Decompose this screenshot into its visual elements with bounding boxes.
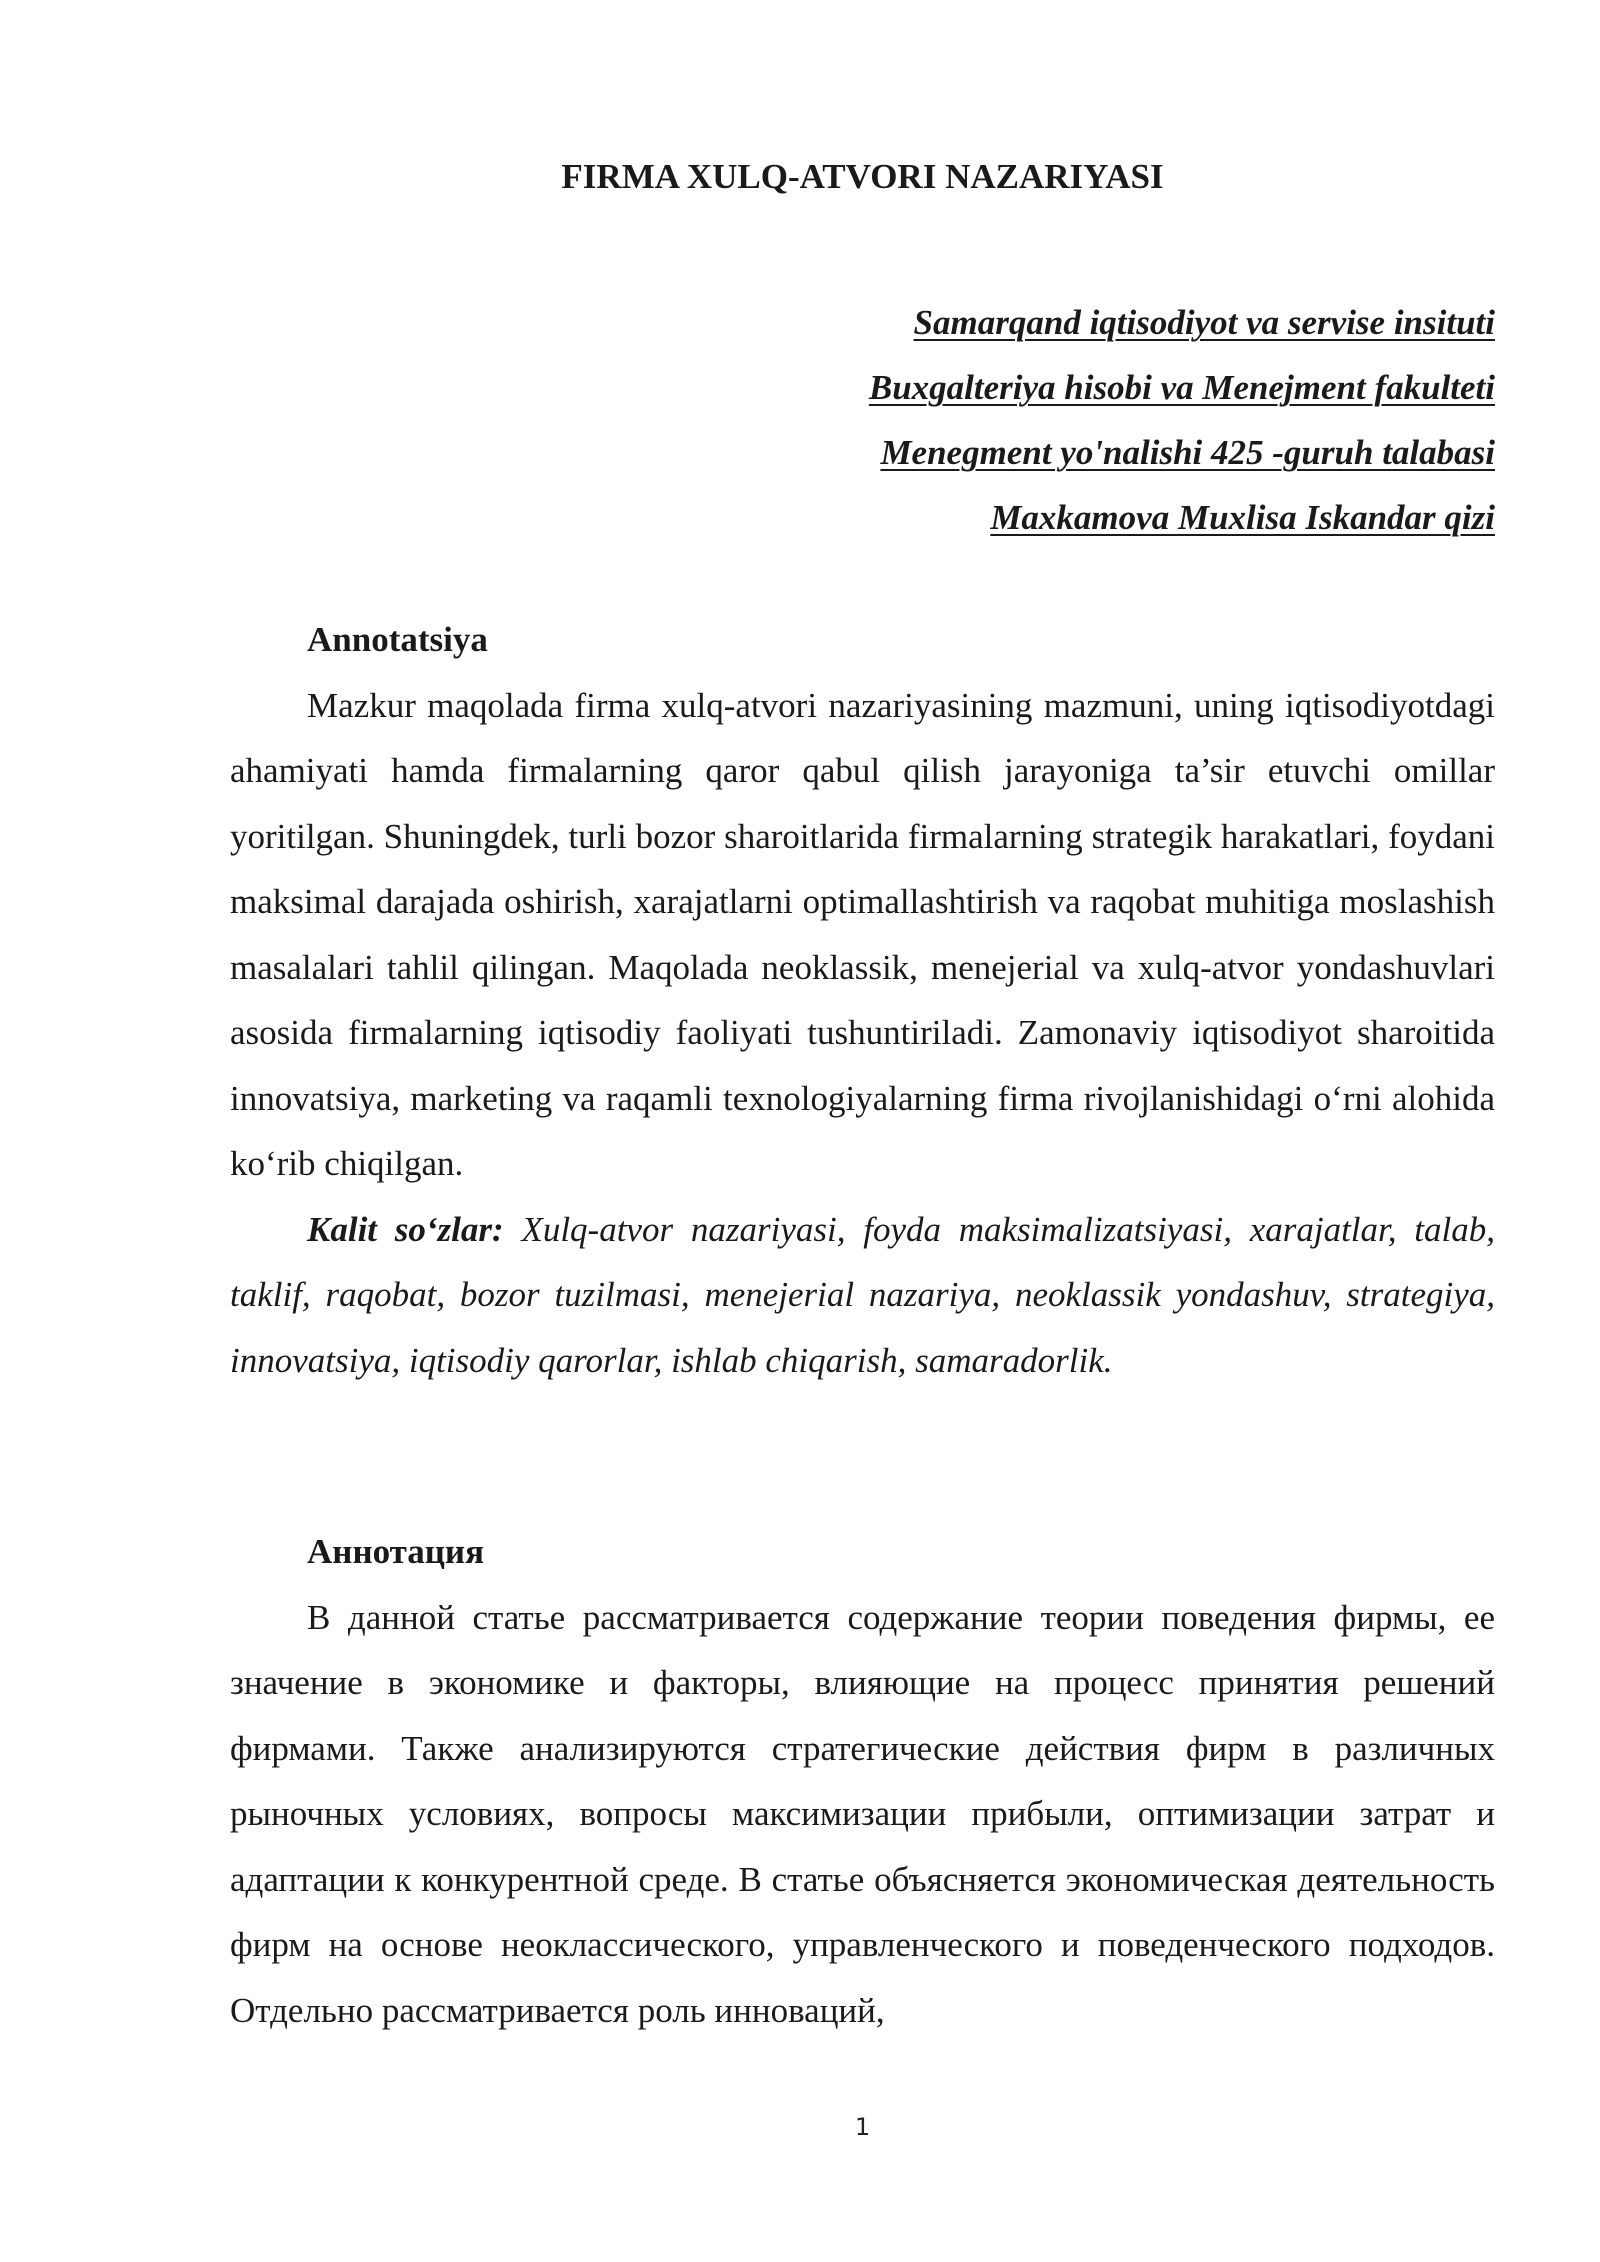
page-number: 1 (854, 2113, 871, 2141)
keywords-paragraph (230, 1197, 1495, 1394)
abstract-ru-text: В данной статье рассматривается содержание теории поведения фирмы, ее значение в экономике и факторы, влияющие на процесс принятия решений фирмами. Также анализируются стратегические действия фирм в различных рыночных условиях, вопросы максимизации прибыли, оптимизации затрат и адаптации к конкурентной среде. В статье объясняется экономическая деятельность фирм на основе неоклассического, управленческого и поведенческого подходов. Отдельно рассматривается роль инноваций, (230, 1597, 1495, 2030)
author-name: Maxkamova Muxlisa Iskandar qizi (990, 498, 1495, 537)
abstract-uz-heading: Annotatsiya (307, 620, 488, 659)
author-affiliation (230, 290, 1495, 550)
affiliation-faculty: Buxgalteriya hisobi va Menejment fakulteti (868, 368, 1495, 407)
affiliation-institute: Samarqand iqtisodiyot va servise insituti (913, 303, 1495, 342)
paper-title: FIRMA XULQ-ATVORI NAZARIYASI (561, 157, 1164, 196)
abstract-ru-section (230, 1519, 1495, 2043)
abstract-uz-text: Mazkur maqolada firma xulq-atvori nazariyasining mazmuni, uning iqtisodiyotdagi ahamiyati hamda firmalarning qaror qabul qilish jarayoniga ta’sir etuvchi omillar yoritilgan. Shuningdek, turli bozor sharoitlarida firmalarning strategik harakatlari, foydani maksimal darajada oshirish, xarajatlarni optimallashtirish va raqobat muhitiga moslashish masalalari tahlil qilingan. Maqolada neoklassik, menejerial va xulq-atvor yondashuvlari asosida firmalarning iqtisodiy faoliyati tushuntiriladi. Zamonaviy iqtisodiyot sharoitida innovatsiya, marketing va raqamli texnologiyalarning firma rivojlanishidagi o‘rni alohida ko‘rib chiqilgan. (230, 685, 1495, 1183)
keywords-text: Xulq-atvor nazariyasi, foyda maksimalizatsiyasi, xarajatlar, talab, taklif, raqobat, bozor tuzilmasi, menejerial nazariya, neoklassik yondashuv, strategiya, innovatsiya, iqtisodiy qarorlar, ishlab chiqarish, samaradorlik. (230, 1209, 1495, 1380)
affiliation-group: Menegment yo'nalishi 425 -guruh talabasi (880, 433, 1495, 472)
abstract-ru-heading: Аннотация (307, 1532, 485, 1571)
keywords-label: Kalit so‘zlar: (307, 1209, 504, 1249)
abstract-uz-section (230, 607, 1495, 1393)
